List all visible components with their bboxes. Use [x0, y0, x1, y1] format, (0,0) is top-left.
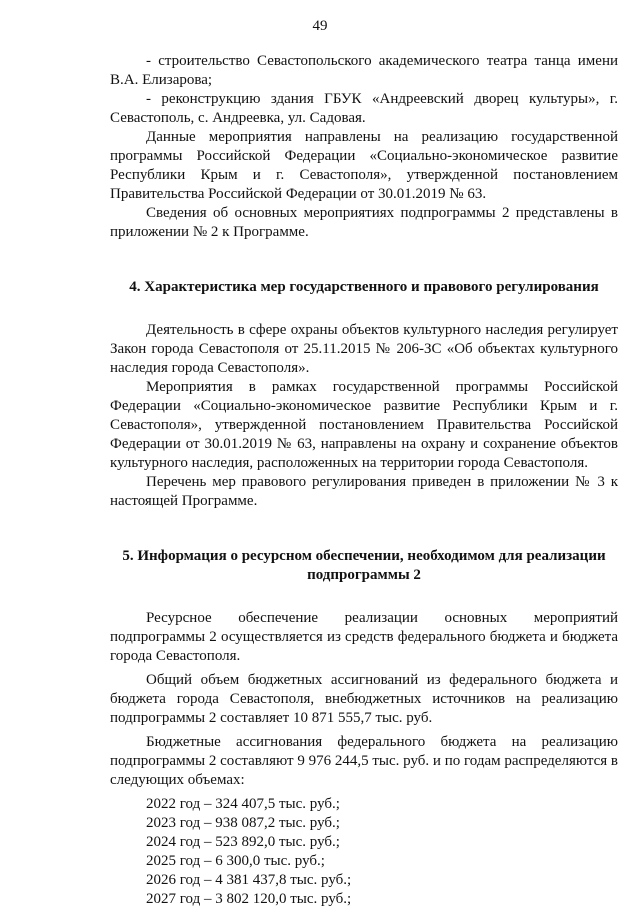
list-item: 2023 год – 938 087,2 тыс. руб.;: [146, 815, 340, 831]
paragraph: - строительство Севастопольского академического театра танца имени В.А. Елизарова;: [110, 53, 618, 88]
list-item: 2027 год – 3 802 120,0 тыс. руб.;: [146, 891, 352, 907]
paragraph: Мероприятия в рамках государственной программы Российской Федерации «Социально-экономическое развитие Республики Крым и г. Севастополя», утвержденной постановлением Правительства Российской Федерации от 30.01.2019 № 63, направлены на охрану и сохранение объектов культурного наследия, расположенных на территории города Севастополя.: [110, 379, 618, 471]
paragraph: Данные мероприятия направлены на реализацию государственной программы Российской Федерации «Социально-экономическое развитие Республики Крым и г. Севастополя», утвержденной постановлением Правительства Российской Федерации от 30.01.2019 № 63.: [110, 129, 618, 202]
paragraph: Деятельность в сфере охраны объектов культурного наследия регулирует Закон города Севастополя от 25.11.2015 № 206-ЗС «Об объектах культурного наследия города Севастополя».: [110, 322, 618, 376]
list-item: 2024 год – 523 892,0 тыс. руб.;: [146, 834, 340, 850]
list-item: 2026 год – 4 381 437,8 тыс. руб.;: [146, 872, 352, 888]
paragraph: Перечень мер правового регулирования приведен в приложении № 3 к настоящей Программе.: [110, 474, 618, 509]
paragraph: Ресурсное обеспечение реализации основных мероприятий подпрограммы 2 осуществляется из средств федерального бюджета и бюджета города Севастополя.: [110, 610, 618, 664]
list-item: 2025 год – 6 300,0 тыс. руб.;: [146, 853, 325, 869]
paragraph: Сведения об основных мероприятиях подпрограммы 2 представлены в приложении № 2 к Программе.: [110, 205, 618, 240]
section-heading-5: [110, 547, 618, 585]
section-heading-4: 4. Характеристика мер государственного и правового регулирования: [129, 279, 599, 295]
document-body: [110, 52, 618, 909]
list-item: 2022 год – 324 407,5 тыс. руб.;: [146, 796, 340, 812]
section-heading-5-line2: подпрограммы 2: [307, 567, 421, 583]
paragraph: - реконструкцию здания ГБУК «Андреевский дворец культуры», г. Севастополь, с. Андреевка, ул. Садовая.: [110, 91, 618, 126]
paragraph: Общий объем бюджетных ассигнований из федерального бюджета и бюджета города Севастополя, внебюджетных источников на реализацию подпрограммы 2 составляет 10 871 555,7 тыс. руб.: [110, 672, 618, 726]
page-number: 49: [312, 18, 328, 34]
paragraph: Бюджетные ассигнования федерального бюджета на реализацию подпрограммы 2 составляют 9 976 244,5 тыс. руб. и по годам распределяются в следующих объемах:: [110, 734, 618, 788]
section-heading-5-line1: 5. Информация о ресурсном обеспечении, необходимом для реализации: [122, 548, 606, 564]
